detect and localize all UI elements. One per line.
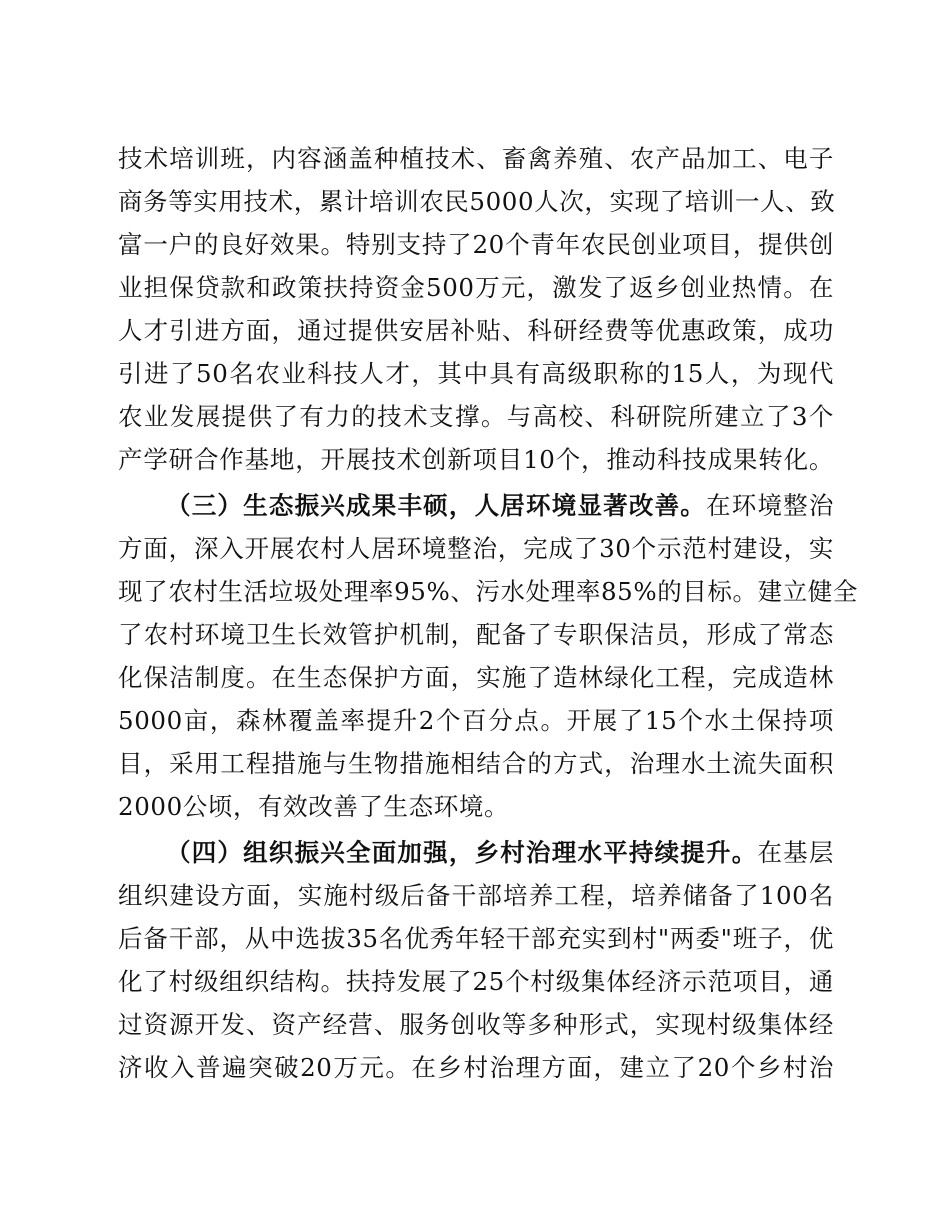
body-line: 富一户的良好效果。特别支持了20个青年农民创业项目，提供创 (118, 230, 834, 259)
body-line: 2000公顷，有效改善了生态环境。 (118, 792, 510, 821)
body-line: 济收入普遍突破20万元。在乡村治理方面，建立了20个乡村治 (118, 1053, 834, 1082)
body-line: 人才引进方面，通过提供安居补贴、科研经费等优惠政策，成功 (118, 316, 834, 345)
body-line: 技术培训班，内容涵盖种植技术、畜禽养殖、农产品加工、电子 (118, 144, 834, 173)
section-4-first-line (166, 833, 834, 873)
body-line: 商务等实用技术，累计培训农民5000人次，实现了培训一人、致 (118, 187, 836, 216)
body-line: 现了农村生活垃圾处理率95%、污水处理率85%的目标。建立健全 (118, 577, 859, 606)
body-line: 方面，深入开展农村人居环境整治，完成了30个示范村建设，实 (118, 534, 834, 563)
body-line: 5000亩，森林覆盖率提升2个百分点。开展了15个水土保持项 (118, 706, 834, 735)
body-line: 过资源开发、资产经营、服务创收等多种形式，实现村级集体经 (118, 1010, 834, 1039)
section-4-lead-text: 在基层 (757, 838, 834, 867)
body-line: 了农村环境卫生长效管护机制，配备了专职保洁员，形成了常态 (118, 620, 834, 649)
section-3-first-line (166, 486, 834, 526)
body-line: 目，采用工程措施与生物措施相结合的方式，治理水土流失面积 (118, 749, 834, 778)
body-line: 业担保贷款和政策扶持资金500万元，激发了返乡创业热情。在 (118, 273, 834, 302)
body-line: 化了村级组织结构。扶持发展了25个村级集体经济示范项目，通 (118, 967, 834, 996)
body-line: 后备干部，从中选拔35名优秀年轻干部充实到村"两委"班子，优 (118, 924, 834, 953)
body-line: 化保洁制度。在生态保护方面，实施了造林绿化工程，完成造林 (118, 663, 834, 692)
body-line: 农业发展提供了有力的技术支撑。与高校、科研院所建立了3个 (118, 402, 834, 431)
section-3-heading: （三）生态振兴成果丰硕，人居环境显著改善。 (166, 491, 707, 520)
body-line: 组织建设方面，实施村级后备干部培养工程，培养储备了100名 (118, 881, 834, 910)
section-3-lead-text: 在环境整治 (706, 491, 834, 520)
section-4-heading: （四）组织振兴全面加强，乡村治理水平持续提升。 (166, 838, 758, 867)
body-line: 引进了50名农业科技人才，其中具有高级职称的15人，为现代 (118, 359, 834, 388)
body-line: 产学研合作基地，开展技术创新项目10个，推动科技成果转化。 (118, 445, 834, 474)
